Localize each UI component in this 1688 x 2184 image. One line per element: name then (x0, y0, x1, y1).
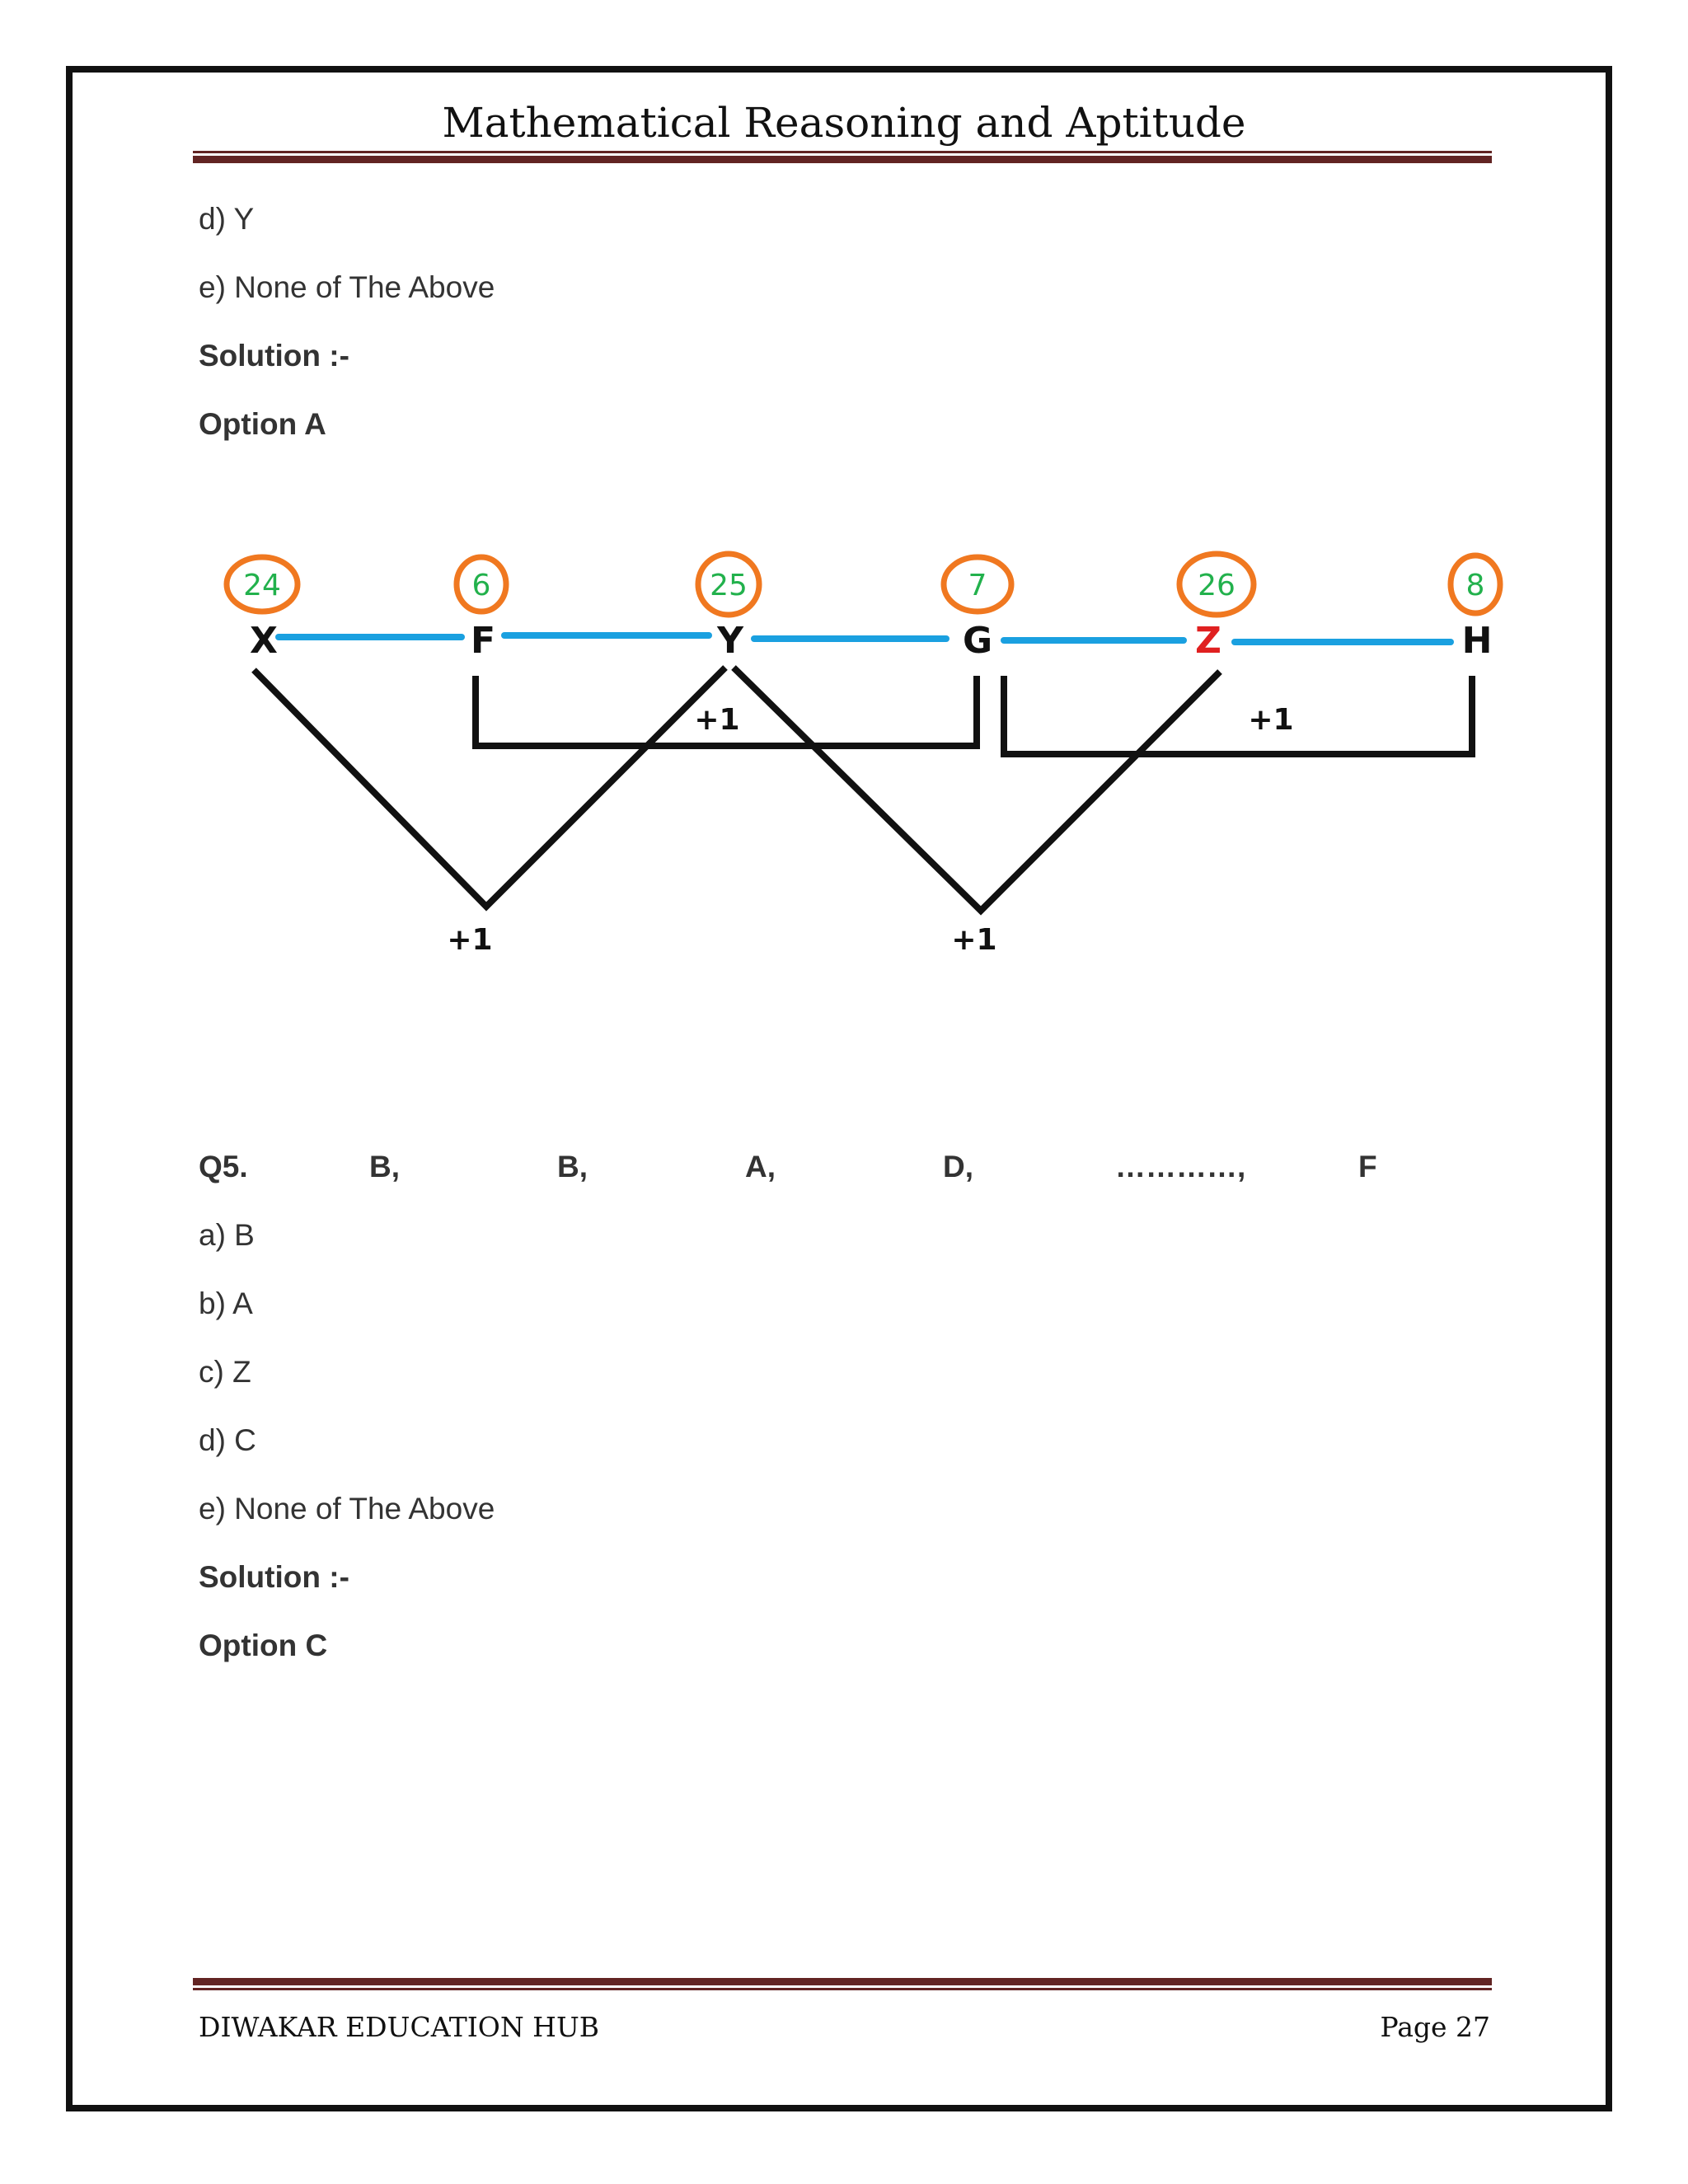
node-numbers (243, 569, 1484, 602)
number-circles (227, 554, 1500, 615)
number-label: 25 (710, 569, 748, 602)
number-label: 8 (1465, 569, 1485, 602)
number-label: 6 (471, 569, 491, 602)
q5-series-term: A, (745, 1150, 776, 1183)
step-label: +1 (447, 923, 493, 957)
option-d: d) Y (199, 202, 255, 236)
letter-label: F (470, 620, 496, 662)
q5-option-b: b) A (199, 1286, 253, 1320)
q5-series-blank: …………, (1115, 1150, 1246, 1183)
page-title: Mathematical Reasoning and Aptitude (442, 99, 1246, 147)
q5-option-e: e) None of The Above (199, 1492, 495, 1526)
letter-label: Y (717, 620, 743, 662)
q5-answer-text: Option C (199, 1629, 328, 1662)
step-label: +1 (1248, 703, 1294, 737)
letter-label: G (962, 620, 993, 662)
step-labels (447, 703, 1293, 957)
connector-lines (279, 635, 1451, 642)
letter-label-highlight: Z (1195, 620, 1221, 662)
letter-label: H (1461, 620, 1493, 662)
q5-label: Q5. (199, 1150, 248, 1183)
q5-series-term: B, (369, 1150, 400, 1183)
option-e: e) None of The Above (199, 270, 495, 304)
letter-series-diagram (198, 527, 1517, 972)
q5-option-c: c) Z (199, 1355, 251, 1389)
q5-series-term: F (1358, 1150, 1377, 1183)
step-label: +1 (694, 703, 740, 737)
answer-text: Option A (199, 407, 326, 441)
footer-publisher: DIWAKAR EDUCATION HUB (199, 2011, 600, 2043)
number-label: 7 (968, 569, 987, 602)
q5-option-d: d) C (199, 1423, 256, 1457)
number-label: 24 (243, 569, 281, 602)
footer-rule (193, 1978, 1492, 1990)
q5-series-term: B, (557, 1150, 588, 1183)
footer-page-number: Page 27 (1380, 2011, 1490, 2043)
step-label: +1 (951, 923, 997, 957)
q5-series-term: D, (943, 1150, 973, 1183)
header-rule (193, 151, 1492, 163)
solution-label: Solution :- (199, 339, 349, 373)
q5-option-a: a) B (199, 1218, 255, 1252)
number-label: 26 (1198, 569, 1236, 602)
q5-solution-label: Solution :- (199, 1560, 349, 1594)
letter-label: X (250, 620, 278, 662)
